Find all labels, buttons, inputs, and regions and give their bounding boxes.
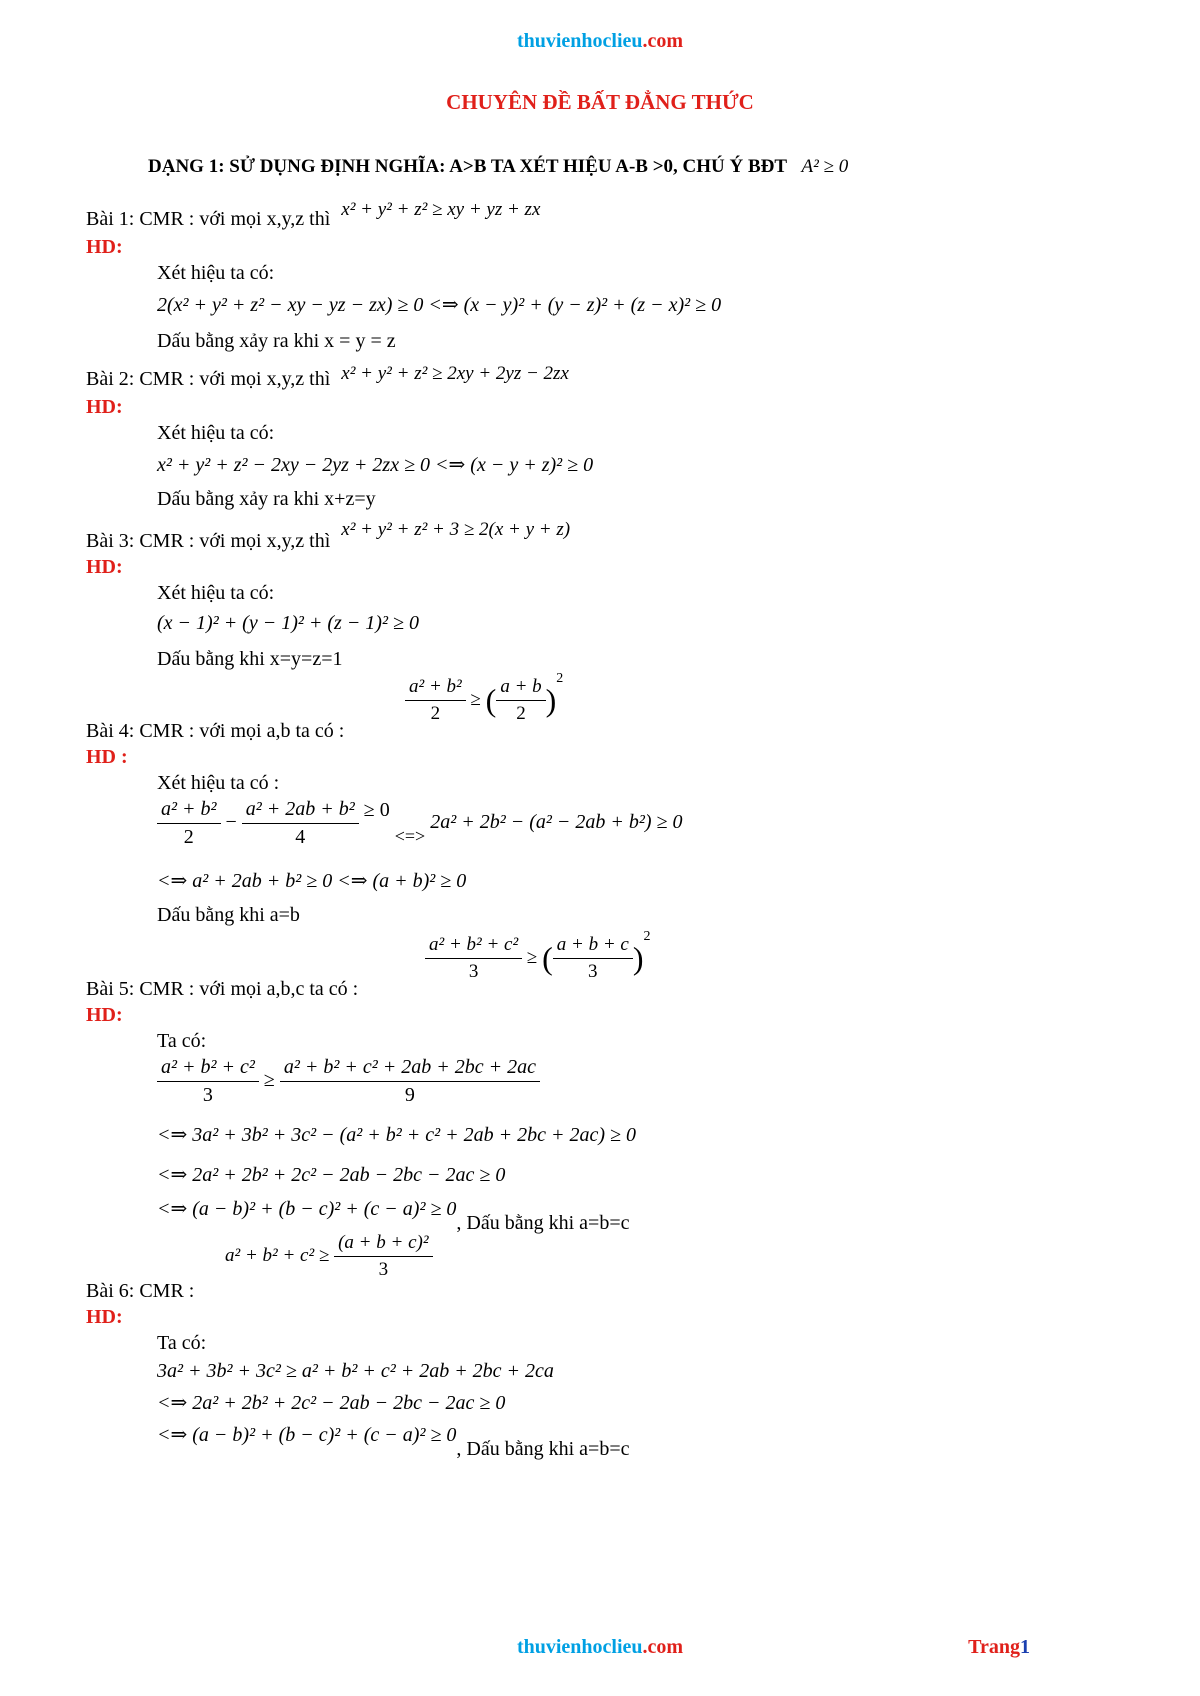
problem-6-label: Bài 6: CMR :	[86, 1280, 195, 1302]
problem-2	[86, 363, 569, 391]
problem-1-label: Bài 1: CMR : với mọi x,y,z thì	[86, 208, 331, 230]
problem-4-line-1: Xét hiệu ta có :	[157, 772, 280, 794]
problem-4-l2-num2: a² + 2ab + b²	[242, 798, 359, 824]
problem-6-line-4	[157, 1422, 630, 1460]
problem-5-l2-den1: 3	[202, 1084, 213, 1106]
problem-5-line-2	[157, 1056, 540, 1107]
problem-4-line-3: <⇒ a² + 2ab + b² ≥ 0 <⇒ (a + b)² ≥ 0	[157, 870, 467, 892]
problem-5-stmt-num1: a² + b² + c²	[425, 934, 522, 959]
problem-5-l2-num1: a² + b² + c²	[157, 1056, 259, 1082]
problem-4-line-2	[157, 798, 682, 849]
problem-4-l2-den1: 2	[183, 826, 194, 848]
problem-3-label: Bài 3: CMR : với mọi x,y,z thì	[86, 530, 331, 552]
site-name: thuvienhoclieu	[516, 30, 643, 52]
hint-label-6: HD:	[86, 1306, 123, 1328]
problem-5-l2-rel: ≥	[263, 1069, 275, 1092]
section-heading-math: A² ≥ 0	[801, 156, 849, 177]
hint-label-1: HD:	[86, 236, 123, 258]
problem-5-stmt-num2: a + b + c	[553, 934, 633, 959]
problem-6-line-1: Ta có:	[157, 1332, 207, 1354]
page-number-value: 1	[1020, 1636, 1030, 1658]
problem-4-statement: $\frac{\text{a² + b²}}{2}$ ≥ ( $\frac{a + b}{2}$ )$^2$	[405, 676, 563, 725]
problem-4-stmt-num1: a² + b²	[405, 676, 466, 701]
problem-1-line-3: Dấu bằng xảy ra khi x = y = z	[157, 330, 396, 352]
problem-6-stmt-left: a² + b² + c² ≥	[225, 1244, 330, 1266]
problem-5-l2-num2: a² + b² + c² + 2ab + 2bc + 2ac	[280, 1056, 540, 1082]
section-heading	[148, 156, 848, 178]
problem-6-line-4-math: <⇒ (a − b)² + (b − c)² + (c − a)² ≥ 0	[157, 1424, 457, 1446]
problem-2-line-1: Xét hiệu ta có:	[157, 422, 275, 444]
footer-site-domain: .com	[642, 1636, 684, 1658]
hint-label-3: HD:	[86, 556, 123, 578]
problem-5-l2-den2: 9	[404, 1084, 415, 1106]
problem-5-stmt-rel: ≥	[526, 946, 538, 968]
problem-4-stmt-num2: a + b	[496, 676, 545, 701]
problem-6-statement	[225, 1232, 433, 1281]
problem-5	[86, 978, 358, 1001]
problem-5-line-4: <⇒ 2a² + 2b² + 2c² − 2ab − 2bc − 2ac ≥ 0	[157, 1164, 506, 1186]
problem-6-stmt-num: (a + b + c)²	[334, 1232, 432, 1257]
problem-4-stmt-power: 2	[556, 670, 564, 686]
problem-4-stmt-rel: ≥	[470, 688, 481, 710]
problem-5-stmt-den2: 3	[588, 961, 598, 982]
problem-5-line-5-text: , Dấu bằng khi a=b=c	[456, 1212, 630, 1234]
problem-4-l2-rel: ≥ 0	[363, 799, 390, 822]
problem-4-l2-rest: 2a² + 2b² − (a² − 2ab + b²) ≥ 0	[430, 811, 683, 834]
problem-5-line-5-math: <⇒ (a − b)² + (b − c)² + (c − a)² ≥ 0	[157, 1198, 457, 1220]
problem-4	[86, 720, 344, 743]
problem-3-statement: x² + y² + z² + 3 ≥ 2(x + y + z)	[341, 519, 571, 540]
page-title: CHUYÊN ĐỀ BẤT ĐẲNG THỨC	[446, 90, 754, 114]
problem-4-line-4: Dấu bằng khi a=b	[157, 904, 300, 926]
problem-5-label: Bài 5: CMR : với mọi a,b,c ta có :	[86, 978, 359, 1000]
page-number	[968, 1636, 1030, 1659]
problem-2-statement: x² + y² + z² ≥ 2xy + 2yz − 2zx	[341, 363, 569, 384]
problem-5-statement: $\frac{\text{a² + b² + c²}}{3}$ ≥ ( $\frac{a + b + c}{3}$ )$^2$	[425, 934, 651, 983]
problem-1-statement: x² + y² + z² ≥ xy + yz + zx	[341, 199, 541, 220]
site-header[interactable]	[0, 30, 1200, 53]
problem-4-l2-num1: a² + b²	[157, 798, 221, 824]
problem-3-line-1: Xét hiệu ta có:	[157, 582, 275, 604]
hint-label-5: HD:	[86, 1004, 123, 1026]
page-label: Trang	[968, 1636, 1020, 1658]
problem-6	[86, 1280, 194, 1303]
problem-2-label: Bài 2: CMR : với mọi x,y,z thì	[86, 368, 331, 390]
problem-4-l2-arrow: <=>	[394, 826, 426, 847]
hint-label-2: HD:	[86, 396, 123, 418]
problem-6-stmt-den: 3	[378, 1259, 389, 1280]
section-heading-text: DẠNG 1: SỬ DỤNG ĐỊNH NGHĨA: A>B TA XÉT HIỆU A-B >0, CHÚ Ý BĐT	[148, 156, 787, 177]
problem-4-l2-minus: −	[225, 811, 237, 834]
problem-4-label: Bài 4: CMR : với mọi a,b ta có :	[86, 720, 345, 742]
problem-5-stmt-power: 2	[643, 928, 651, 944]
problem-1-line-2: 2(x² + y² + z² − xy − yz − zx) ≥ 0 <⇒ (x − y)² + (y − z)² + (z − x)² ≥ 0	[157, 294, 722, 316]
problem-4-l2-den2: 4	[295, 826, 306, 848]
footer-site-name: thuvienhoclieu	[516, 1636, 643, 1658]
problem-4-stmt-den2: 2	[516, 703, 526, 724]
problem-3	[86, 519, 571, 553]
problem-6-line-2: 3a² + 3b² + 3c² ≥ a² + b² + c² + 2ab + 2bc + 2ca	[157, 1360, 554, 1382]
hint-label-4: HD :	[86, 746, 128, 768]
problem-5-line-5	[157, 1196, 630, 1234]
problem-1	[86, 199, 541, 231]
problem-6-line-3: <⇒ 2a² + 2b² + 2c² − 2ab − 2bc − 2ac ≥ 0	[157, 1392, 506, 1414]
problem-2-line-2: x² + y² + z² − 2xy − 2yz + 2zx ≥ 0 <⇒ (x − y + z)² ≥ 0	[157, 454, 594, 476]
problem-5-stmt-den1: 3	[468, 961, 479, 982]
problem-3-line-2: (x − 1)² + (y − 1)² + (z − 1)² ≥ 0	[157, 612, 419, 634]
problem-2-line-3: Dấu bằng xảy ra khi x+z=y	[157, 488, 376, 510]
problem-5-line-3: <⇒ 3a² + 3b² + 3c² − (a² + b² + c² + 2ab + 2bc + 2ac) ≥ 0	[157, 1124, 637, 1146]
problem-6-line-4-text: , Dấu bằng khi a=b=c	[456, 1438, 630, 1460]
problem-5-line-1: Ta có:	[157, 1030, 207, 1052]
problem-1-line-1: Xét hiệu ta có:	[157, 262, 275, 284]
problem-3-line-3: Dấu bằng khi x=y=z=1	[157, 648, 343, 670]
site-domain: .com	[642, 30, 684, 52]
problem-4-stmt-den1: 2	[430, 703, 441, 724]
